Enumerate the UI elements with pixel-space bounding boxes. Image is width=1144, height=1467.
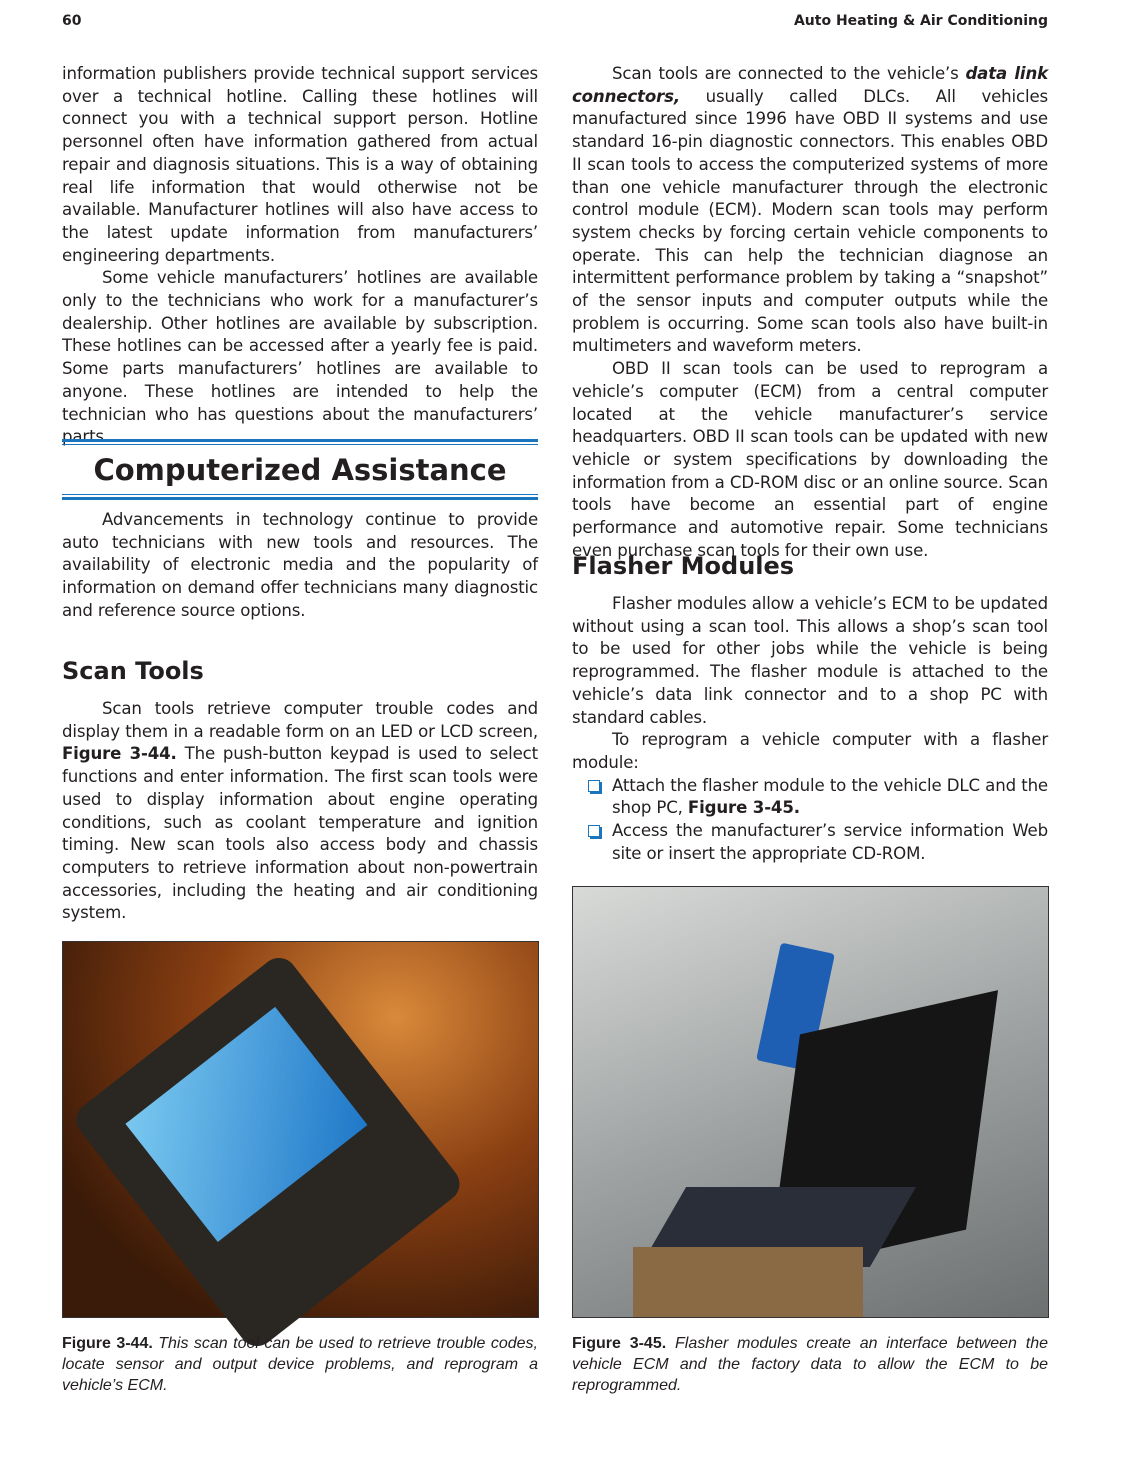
subheading-flasher-modules: Flasher Modules — [572, 552, 795, 580]
text: usually called DLCs. All vehicles manufactured since 1996 have OBD II systems and use standard 16-pin diagnostic connectors. This enables OBD II scan tools to access the computerized systems of more than one vehicle manufacturer through the electronic control module (ECM). Modern scan tools may perform system checks by forcing certain vehicle components to operate. This can help the technician diagnose an intermittent performance problem by taking a “snapshot” of the sensor inputs and computer outputs while the problem is occurring. Some scan tools also have built-in multimeters and waveform meters. — [572, 86, 1048, 356]
figure-caption — [62, 1333, 538, 1396]
flasher-block — [572, 593, 1048, 865]
paragraph — [62, 698, 538, 925]
page-number: 60 — [62, 13, 82, 29]
key-term: data link connectors, — [572, 64, 1048, 106]
paragraph: information publishers provide technical support services over a technical hotline. Calling these hotlines will connect you with a technical support person. Hotline personnel often have information gathered from actual repair and diagnosis situations. This is a way of obtaining real life information that would otherwise not be available. Manufacturer hotlines will also have access to the latest update information from manufacturers’ engineering departments. — [62, 64, 538, 265]
checkbox-bullet-icon — [588, 825, 600, 837]
paragraph: OBD II scan tools can be used to reprogram a vehicle’s computer (ECM) from a central computer located at the vehicle manufacturer’s service headquarters. OBD II scan tools can be updated with new vehicle or system specifications by downloading the information from a CD-ROM disc or an online source. Scan tools have become an essential part of engine performance and automotive repair. Some technicians even purchase scan tools for their own use. — [572, 359, 1048, 560]
text: Scan tools are connected to the vehicle’s — [612, 64, 966, 83]
checklist-item — [572, 820, 1048, 865]
left-column — [62, 63, 538, 449]
paragraph: Advancements in technology continue to provide auto technicians with new tools and resources. The availability of electronic media and the popularity of information on demand offer technicians many diagnostic and reference source options. — [62, 510, 538, 620]
scan-tool-device — [69, 951, 466, 1354]
right-column — [572, 63, 1048, 562]
section-heading — [62, 439, 538, 500]
paragraph: To reprogram a vehicle computer with a flasher module: — [572, 730, 1048, 772]
figure-label: Figure 3-44. — [62, 1335, 153, 1352]
paragraph: Some vehicle manufacturers’ hotlines are available only to the technicians who work for a manufacturer’s dealership. Other hotlines are available by subscription. These hotlines can be accessed after a yearly fee is paid. Some parts manufacturers’ hotlines are available to anyone. These hotlines are intended to help the technician who has questions about the manufacturers’ parts. — [62, 268, 538, 447]
section-title: Computerized Assistance — [93, 453, 507, 487]
figure-caption — [572, 1333, 1048, 1396]
checkbox-bullet-icon — [588, 780, 600, 792]
subheading-scan-tools: Scan Tools — [62, 657, 204, 685]
text: Access the manufacturer’s service information Web site or insert the appropriate CD-ROM. — [612, 821, 1048, 863]
caption-text: Flasher modules create an interface between the vehicle ECM and the factory data to allow the ECM to be reprogrammed. — [572, 1335, 1048, 1394]
scan-tool-photo — [62, 941, 539, 1318]
paragraph — [572, 63, 1048, 358]
figure-label: Figure 3-45. — [572, 1335, 667, 1352]
flasher-module-photo — [572, 886, 1049, 1318]
text: Scan tools retrieve computer trouble codes and display them in a readable form on an LED or LCD screen, — [62, 699, 538, 741]
divider — [62, 494, 538, 500]
figure-reference: Figure 3-45. — [687, 798, 800, 818]
divider — [62, 439, 538, 445]
text: Attach the flasher module to the vehicle DLC and the shop PC, — [612, 775, 1048, 818]
scan-tools-block — [62, 698, 538, 925]
paragraph: Flasher modules allow a vehicle’s ECM to be updated without using a scan tool. This allows a shop’s scan tool to be used for other jobs while the vehicle is being reprogrammed. The flasher module is attached to the vehicle’s data link connector and to a shop PC with standard cables. — [572, 594, 1048, 727]
text: The push-button keypad is used to select functions and enter information. The first scan tools were used to display information about engine operating conditions, such as coolant temperature and ignition timing. New scan tools also access body and chassis computers to retrieve information about non-powertrain accessories, including the heating and air conditioning system. — [62, 744, 538, 923]
device-screen — [125, 1007, 367, 1242]
intro-block — [62, 509, 538, 623]
caption-text: This scan tool can be used to retrieve trouble codes, locate sensor and output device problems, and reprogram a vehicle’s ECM. — [62, 1335, 538, 1394]
figure-reference: Figure 3-44. — [62, 744, 177, 764]
checklist-item — [572, 775, 1048, 820]
running-header: Auto Heating & Air Conditioning — [793, 13, 1048, 29]
stand — [633, 1247, 863, 1317]
